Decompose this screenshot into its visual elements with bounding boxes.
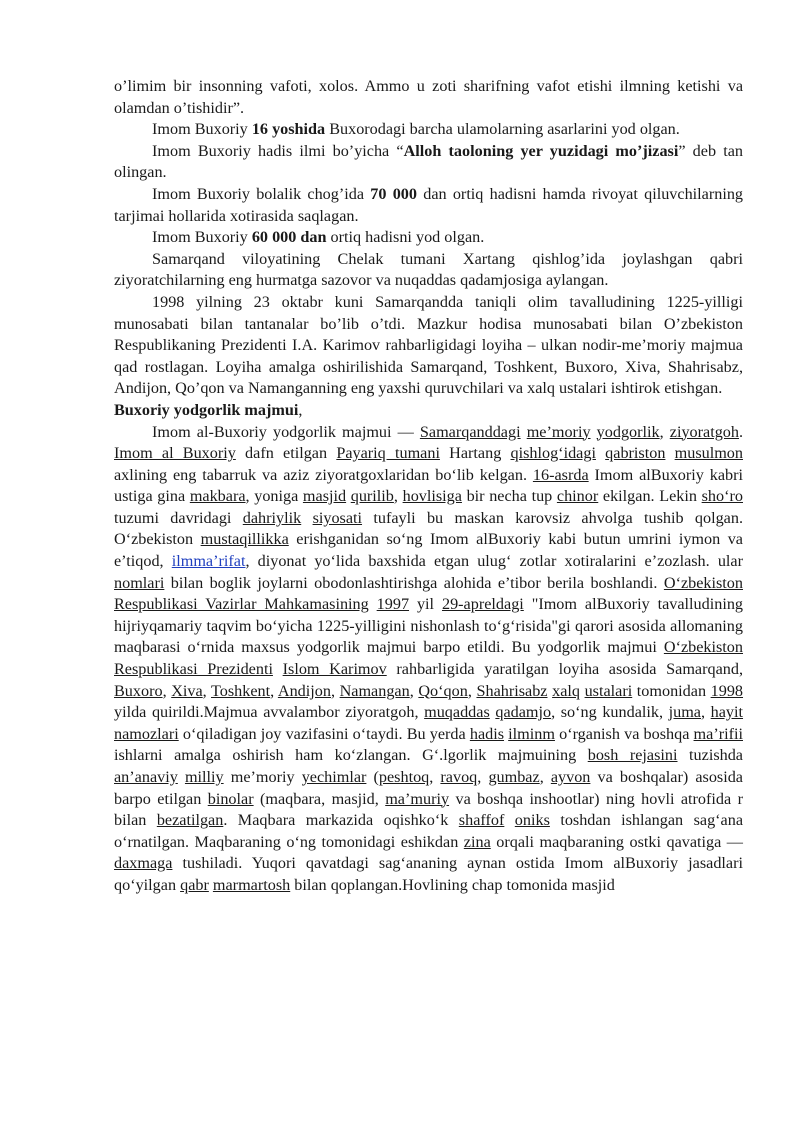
underlined-link[interactable]: masjid xyxy=(302,487,347,506)
underlined-link[interactable]: Andijon xyxy=(277,681,331,700)
underlined-link[interactable]: ma’rifii xyxy=(693,724,743,743)
underlined-link[interactable]: Toshkent xyxy=(211,681,271,700)
underlined-link[interactable]: hadis xyxy=(469,724,505,743)
text-run: toshdan ishlangan sag‘ana o‘rnatilgan. Maqbaraning o‘ng tomonidagi eshikdan xyxy=(114,811,744,851)
text-run: , diyonat yo‘lida baxshida etgan ulug‘ zotlar xotiralarini e’zozlash. ular xyxy=(245,552,743,571)
text-run: , so‘ng kundalik, xyxy=(551,703,669,722)
text-run: , xyxy=(659,422,670,441)
underlined-link[interactable]: bosh rejasini xyxy=(587,746,678,765)
text-run xyxy=(596,444,605,462)
text-run: o‘qiladigan joy vazifasini o‘taydi. Bu yerda xyxy=(178,724,470,743)
text-run xyxy=(369,595,377,613)
underlined-link[interactable]: ustalari xyxy=(584,681,633,700)
bold-text: 60 000 dan xyxy=(251,228,327,247)
underlined-link[interactable]: daxmaga xyxy=(114,854,173,873)
paragraph-7: 1998 yilning 23 oktabr kuni Samarqandda taniqli olim tavalludining 1225-yilligi munosabati bilan tantanalar bo’lib o’tdi. Mazkur hodisa munosabati bilan O’zbekiston Respublikaning Prezidenti I.A. Karimov rahbarligidagi loyiha – ulkan nodir-me’moriy majmua qad rostlagan. Loyiha amalga oshirilishida Samarqand, Toshkent, Buxoro, Xiva, Shahrisabz, Andijon, Qo’qon va Namanganning eng yaxshi quruvchilari va xalq ustalari ishtirok etishgan. xyxy=(114,292,743,398)
text-run: tufayli bu maskan karovsiz ahvolga tushib qolgan. O‘zbekiston xyxy=(114,508,744,549)
underlined-link[interactable]: shaffof xyxy=(458,811,505,830)
text-run: , xyxy=(330,681,340,700)
text-run xyxy=(301,509,312,527)
underlined-link[interactable]: hayit xyxy=(710,703,744,722)
underlined-link[interactable]: Payariq tumani xyxy=(336,444,440,463)
paragraph-3 xyxy=(114,141,743,184)
paragraph-5 xyxy=(114,227,743,249)
underlined-link[interactable]: mustaqillikka xyxy=(200,530,289,549)
text-run: orqali maqbaraning ostki qavatiga — xyxy=(490,832,743,851)
underlined-link[interactable]: O‘zbekiston Respublikasi Vazirlar Mahkamasining xyxy=(114,573,743,614)
underlined-link[interactable]: 1998 xyxy=(710,681,744,700)
underlined-link[interactable]: ayvon xyxy=(550,768,591,786)
underlined-link[interactable]: makbara xyxy=(189,487,246,506)
text-run: axlining eng tabarruk va aziz ziyoratgoxlaridan bo‘lib kelgan. xyxy=(114,465,533,484)
underlined-link[interactable]: siyosati xyxy=(312,508,363,527)
text-run: , xyxy=(162,681,172,700)
underlined-link[interactable]: yechimlar xyxy=(301,768,367,786)
text-run: Hartang xyxy=(439,444,511,463)
underlined-link[interactable]: binolar xyxy=(207,789,254,808)
heading-rest: , xyxy=(298,400,303,419)
text-run: , xyxy=(393,487,403,506)
text-run: , xyxy=(429,768,441,786)
underlined-link[interactable]: Namangan xyxy=(339,681,410,700)
underlined-link[interactable]: qabr xyxy=(180,875,209,894)
text-run: dafn etilgan xyxy=(235,444,337,463)
underlined-link[interactable]: Buxoro xyxy=(114,681,163,700)
text-run: ekilgan. Lekin xyxy=(598,487,702,506)
underlined-link[interactable]: dahriylik xyxy=(242,508,302,527)
text-run: erishganidan so‘ng Imom alBuxoriy kabi butun umrini iymon va e’tiqod, xyxy=(114,530,743,571)
underlined-link[interactable]: ilminm xyxy=(508,724,555,743)
section-heading xyxy=(114,400,743,422)
paragraph-1: o’limim bir insonning vafoti, xolos. Ammo u zoti sharifning vafot etishi ilmning ketishi va olamdan o’tishidir”. xyxy=(114,77,743,117)
text-run: . Maqbara markazida oqishko‘k xyxy=(223,811,459,830)
underlined-link[interactable]: Shahrisabz xyxy=(476,681,548,700)
underlined-link[interactable]: Imom al Buxoriy xyxy=(114,444,236,463)
text-run: bilan boglik joylarni obodonlashtirishga alohida e’tibor berila boshlandi. xyxy=(164,573,664,592)
text-run xyxy=(178,768,185,786)
underlined-link[interactable]: namozlari xyxy=(114,724,179,743)
text-run: "Imom alBuxoriy tavalludining hijriyqamariy taqvim bo‘yicha 1225-yilligini nishonlash to‘g‘risida"gi qarori asosida allomaning maqbarasi o‘rnida maxsus yodgorlik majmui barpo etildi. Bu yodgorlik majmui xyxy=(114,595,744,657)
underlined-link[interactable]: xalq xyxy=(552,681,580,700)
underlined-link[interactable]: bezatilgan xyxy=(156,811,224,830)
underlined-link[interactable]: 1997 xyxy=(376,595,410,614)
underlined-link[interactable]: juma xyxy=(668,703,701,722)
text-run: , xyxy=(467,681,477,700)
text-run: me’moriy xyxy=(223,768,302,786)
text-run: rahbarligida yaratilgan loyiha asosida Samarqand, xyxy=(386,660,744,679)
text-run: va boshqa inshootlar) ning hovli atrofida r bilan xyxy=(114,789,744,830)
paragraph-6: Samarqand viloyatining Chelak tumani Xartang qishlog’ida joylashgan qabri ziyoratchilarning eng hurmatga sazovor va nuqaddas qadamjosiga aylangan. xyxy=(114,249,743,290)
paragraph-4 xyxy=(114,184,743,227)
text-run: ” deb tan olingan. xyxy=(114,141,743,182)
text-run: Imom Buxoriy xyxy=(152,228,252,247)
underlined-link[interactable]: 29-apreldagi xyxy=(441,595,524,614)
text-run: tuzumi davridagi xyxy=(114,508,243,527)
text-run: , xyxy=(202,681,212,700)
text-run: , xyxy=(409,681,419,700)
text-run: , xyxy=(701,703,711,722)
text-run: bir necha tup xyxy=(461,487,557,506)
underlined-link[interactable]: qabriston xyxy=(605,444,666,463)
underlined-link[interactable]: me’moriy xyxy=(526,422,591,441)
text-run: ortiq hadisni yod olgan. xyxy=(326,228,485,247)
underlined-link[interactable]: oniks xyxy=(514,811,550,830)
underlined-link[interactable]: peshtoq xyxy=(378,768,430,786)
text-run: Imom alBuxoriy kabri ustiga gina xyxy=(114,465,744,506)
underlined-link[interactable]: chinor xyxy=(556,487,599,506)
underlined-link[interactable]: milliy xyxy=(184,768,224,786)
text-run: tushiladi. Yuqori qavatdagi sag‘ananing aynan ostida Imom alBuxoriy jasadlari qo‘yilgan xyxy=(114,854,743,894)
paragraph-2 xyxy=(114,119,743,141)
heading-bold: Buxoriy yodgorlik majmui xyxy=(114,400,299,419)
underlined-link[interactable]: ziyoratgoh xyxy=(669,422,739,441)
underlined-link[interactable]: musulmon xyxy=(674,444,743,463)
text-run: Buxorodagi barcha ulamolarning asarlarini yod olgan. xyxy=(325,120,680,139)
underlined-link[interactable]: an’anaviy xyxy=(114,768,178,786)
underlined-link[interactable]: nomlari xyxy=(114,573,165,592)
underlined-link[interactable]: ma’muriy xyxy=(385,789,450,808)
hyperlink[interactable]: ilmma’rifat xyxy=(171,552,246,571)
text-run xyxy=(504,811,514,829)
text-run: , yoniga xyxy=(245,487,303,506)
underlined-link[interactable]: yodgorlik xyxy=(596,422,660,441)
text-run: , xyxy=(270,681,278,700)
underlined-link[interactable]: Samarqanddagi xyxy=(419,422,521,441)
underlined-link[interactable]: marmartosh xyxy=(212,875,291,894)
underlined-link[interactable]: ravoq xyxy=(440,768,478,786)
text-run: yil xyxy=(409,595,442,614)
text-run: o‘rganish va boshqa xyxy=(554,724,694,743)
underlined-link[interactable]: muqaddas xyxy=(424,703,490,722)
text-run: dan ortiq hadisni hamda rivoyat qiluvchilarning tarjimai hollarida xotirasida saqlagan. xyxy=(114,184,744,225)
text-run: tomonidan xyxy=(632,681,711,700)
underlined-link[interactable]: Islom Karimov xyxy=(282,660,387,679)
text-run: Imom al-Buxoriy yodgorlik majmui — xyxy=(152,422,420,441)
bold-text: 70 000 xyxy=(370,184,417,203)
underlined-link[interactable]: Xiva xyxy=(171,681,203,700)
text-run xyxy=(273,660,283,678)
text-run: tuzishda xyxy=(677,746,743,765)
bold-text: Alloh taoloning yer yuzidagi mo’jizasi xyxy=(403,141,679,160)
paragraph-8 xyxy=(114,422,743,897)
bold-text: 16 yoshida xyxy=(251,120,326,139)
text-run: , xyxy=(539,768,551,786)
underlined-link[interactable]: qurilib xyxy=(350,487,394,506)
underlined-link[interactable]: Qo‘qon xyxy=(418,681,468,700)
underlined-link[interactable]: gumbaz xyxy=(488,768,540,786)
document-page xyxy=(114,76,743,897)
text-run: . xyxy=(739,422,744,441)
underlined-link[interactable]: O‘zbekiston Respublikasi Prezidenti xyxy=(114,638,743,679)
text-run: Imom Buxoriy bolalik chog’ida xyxy=(152,184,371,203)
underlined-link[interactable]: qishlog‘idagi xyxy=(510,444,596,463)
underlined-link[interactable]: hovlisiga xyxy=(402,487,462,506)
underlined-link[interactable]: sho‘ro xyxy=(701,487,743,506)
text-run: (maqbara, masjid, xyxy=(253,789,386,808)
underlined-link[interactable]: qadamjo xyxy=(495,703,552,722)
underlined-link[interactable]: zina xyxy=(463,832,491,851)
text-run: Imom Buxoriy hadis ilmi bo’yicha “ xyxy=(152,141,404,160)
text-run: bilan qoplangan.Hovlining chap tomonida masjid xyxy=(290,875,615,894)
text-run: yilda quirildi.Majmua avvalambor ziyoratgoh, xyxy=(114,703,425,722)
text-run: ( xyxy=(366,768,379,786)
text-run: ishlarni amalga oshirish ham ko‘zlangan. G‘.lgorlik majmuining xyxy=(114,746,588,765)
text-run: , xyxy=(477,768,489,786)
text-run xyxy=(665,444,674,462)
underlined-link[interactable]: 16-asrda xyxy=(532,465,589,484)
text-run: Imom Buxoriy xyxy=(152,120,252,139)
text-run: va boshqalar) asosida barpo etilgan xyxy=(114,768,743,808)
